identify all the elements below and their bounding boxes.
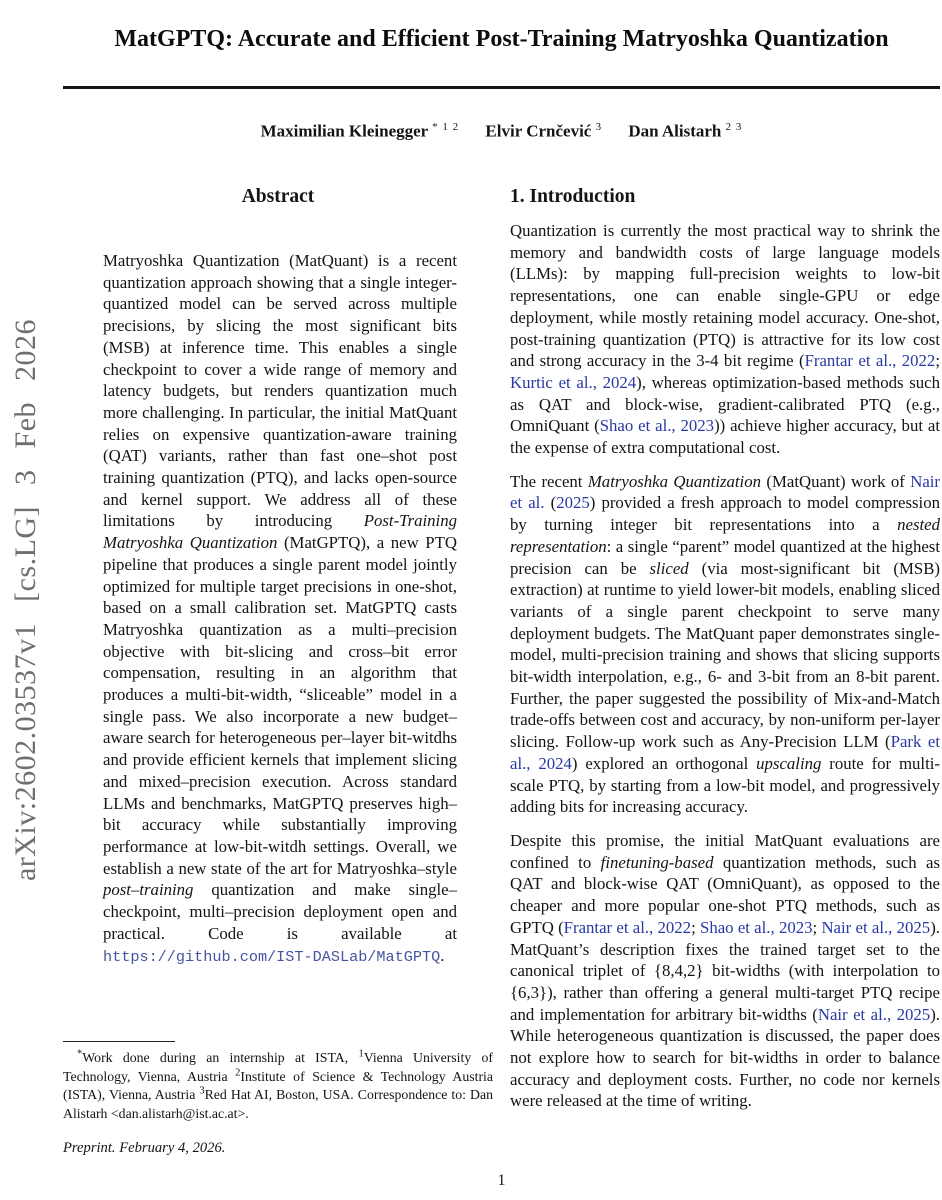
text-run: ), whereas optimization-based methods such as QAT and block-wise, gradient-calibrated PTQ (e.g., OmniQuant ( (510, 372, 940, 436)
author-2-name: Elvir Crnčević (485, 121, 592, 141)
text-run: quantization and make single–checkpoint, multi–precision deployment open and practical. Code is available at (103, 880, 457, 943)
text-run: ; (812, 917, 822, 937)
author-2-affiliation-sup: 3 (595, 121, 603, 133)
right-column (510, 176, 940, 1124)
emphasis-text: sliced (649, 558, 689, 578)
citation-link[interactable]: Park et al., 2024 (510, 732, 940, 773)
text-run: ) provided a fresh approach to model compression by turning integer bit representations into a (510, 493, 940, 535)
author-2 (485, 121, 602, 142)
superscript-marker: * (77, 1048, 83, 1060)
text-run: ; (935, 351, 940, 371)
emphasis-text: Post-Training Matryoshka Quantization (103, 511, 457, 553)
text-run: (MatGPTQ), a new PTQ pipeline that produces a single parent model jointly optimized for multiple target precisions in one-shot, based on a small calibration set. MatGPTQ casts Matryoshka quantization as a multi–precision objective with bit-slicing and cross–bit error compensation, resulting in an algorithm that produces a multi-bit-width, “sliceable” model in a single pass. We also incorporate a new budget–aware search for heterogeneous per–layer bit-witdhs and provide efficient kernels that implement slicing and mixed–precision execution. Across standard LLMs and benchmarks, MatGPTQ preserves high–bit accuracy while substantially improving performance at low-bit-witdh settings. Overall, we establish a new state of the art for Matryoshka–style (103, 533, 457, 878)
text-run: Quantization is currently the most practical way to shrink the memory and bandwidth costs of large language models (LLMs): by mapping full-precision weights to low-bit representations, one can enable single-GPU or edge deployment, while mostly retaining model accuracy. One-shot, post-training quantization (PTQ) is attractive for its low cost and strong accuracy in the 3-4 bit regime ( (510, 221, 940, 371)
title-divider (63, 86, 940, 89)
introduction-paragraph-1 (510, 220, 940, 459)
citation-link[interactable]: Frantar et al., 2022 (804, 351, 936, 371)
code-url-link[interactable]: https://github.com/IST-DASLab/MatGPTQ (103, 947, 441, 966)
introduction-paragraph-3 (510, 830, 940, 1112)
abstract-heading: Abstract (241, 186, 315, 207)
text-run: Vienna University of Technology, Vienna, Austria (63, 1050, 493, 1084)
text-run: (via most-significant bit (MSB) extraction) at runtime to yield lower-bit models, enabling sliced variants of a single parent checkpoint to serve many deployment budgets. The MatQuant paper demonstrates single-model, multi-precision training and shows that slicing supports bit-width interpolation, e.g., 6- and 3-bit from an 8-bit parent. Further, the paper suggested the possibility of Mix-and-Match trade-offs between cost and accuracy, by non-uniform per-layer slicing. Follow-up work such as Any-Precision LLM ( (510, 558, 940, 752)
text-run: ). MatQuant’s description fixes the trained target set to the canonical triplet of {8,4,2} bit-widths (with interpolation to {6,3}), rather than offering a general multi-target PTQ recipe and implementation for arbitrary bit-widths ( (510, 917, 940, 1024)
footnote-divider (63, 1041, 175, 1042)
text-run: Matryoshka Quantization (MatQuant) is a recent quantization approach showing that a single integer-quantized model can be served across multiple precisions, by slicing the most significant bits (MSB) at inference time. This enables a single checkpoint to cover a wide range of memory and latency budgets, but renders quantization much more challenging. In particular, the initial MatQuant relies on expensive quantization-aware training (QAT) variants, rather than fast one–shot post training quantization (PTQ), and lacks open-source and kernel support. We address all of these limitations by introducing (103, 251, 457, 531)
text-run: route for multi-scale PTQ, by starting from a low-bit model, and progressively adding bits for increasing accuracy. (510, 753, 941, 817)
abstract-body (103, 250, 457, 968)
preprint-date-note: Preprint. February 4, 2026. (63, 1140, 226, 1156)
left-column (63, 176, 493, 968)
text-run: : a single “parent” model quantized at the highest precision can be (510, 536, 940, 578)
citation-link[interactable]: Nair et al., 2025 (817, 1004, 931, 1024)
author-1-name: Maximilian Kleinegger (260, 121, 428, 141)
emphasis-text: upscaling (756, 753, 822, 773)
author-line (63, 121, 940, 142)
emphasis-text: nested representation (510, 515, 940, 556)
footnote-block (63, 1041, 493, 1123)
text-run: )) achieve higher accuracy, but at the expense of extra computational cost. (510, 416, 940, 458)
footnote-text (63, 1049, 493, 1123)
author-1 (261, 121, 460, 142)
text-run: Despite this promise, the initial MatQuant evaluations are confined to (510, 830, 940, 872)
superscript-marker: 1 (358, 1048, 364, 1060)
superscript-marker: 3 (199, 1085, 205, 1097)
text-run: quantization methods, such as QAT and block-wise QAT (OmniQuant), as opposed to the cheaper and more popular one-shot PTQ methods, such as GPTQ ( (510, 852, 941, 937)
citation-link[interactable]: Nair et al., 2025 (821, 917, 931, 937)
text-run: ). While heterogeneous quantization is discussed, the paper does not explore how to search for bit-widths in order to balance accuracy and deployment costs. Further, no code nor kernels were released at the time of writing. (510, 1004, 940, 1111)
introduction-heading: 1. Introduction (510, 186, 636, 207)
page-number: 1 (497, 1172, 506, 1189)
author-3 (628, 121, 742, 142)
emphasis-text: post–training (103, 880, 194, 900)
arxiv-watermark: arXiv:2602.03537v1 [cs.LG] 3 Feb 2026 (9, 318, 42, 882)
author-3-name: Dan Alistarh (628, 121, 722, 141)
text-run: (MatQuant) work of (761, 471, 911, 491)
citation-link[interactable]: Shao et al., 2023 (599, 416, 715, 436)
text-run: Institute of Science & Technology Austria (ISTA), Vienna, Austria (63, 1068, 493, 1103)
emphasis-text: Matryoshka Quantization (587, 471, 762, 491)
text-run: . (440, 945, 445, 965)
text-run: Work done during an internship at ISTA, (82, 1050, 359, 1065)
text-run: The recent (510, 471, 588, 491)
citation-link[interactable]: Frantar et al., 2022 (563, 917, 692, 937)
citation-link[interactable]: Nair et al. (510, 471, 941, 513)
superscript-marker: 2 (235, 1067, 241, 1078)
text-run: Red Hat AI, Boston, USA. Correspondence to: Dan Alistarh <dan.alistarh@ist.ac.at>. (63, 1087, 493, 1121)
citation-link[interactable]: Kurtic et al., 2024 (510, 372, 637, 392)
paper-title: MatGPTQ: Accurate and Efficient Post-Training Matryoshka Quantization (114, 26, 889, 52)
text-run: ) explored an orthogonal (571, 753, 757, 773)
author-3-affiliation-sup: 2 3 (725, 121, 743, 133)
text-run: ( (544, 493, 557, 513)
author-1-affiliation-sup: * 1 2 (432, 121, 460, 133)
text-run: ; (691, 917, 700, 937)
citation-link[interactable]: 2025 (556, 493, 590, 513)
emphasis-text: finetuning-based (600, 852, 714, 872)
introduction-paragraph-2 (510, 471, 940, 818)
citation-link[interactable]: Shao et al., 2023 (700, 917, 813, 937)
